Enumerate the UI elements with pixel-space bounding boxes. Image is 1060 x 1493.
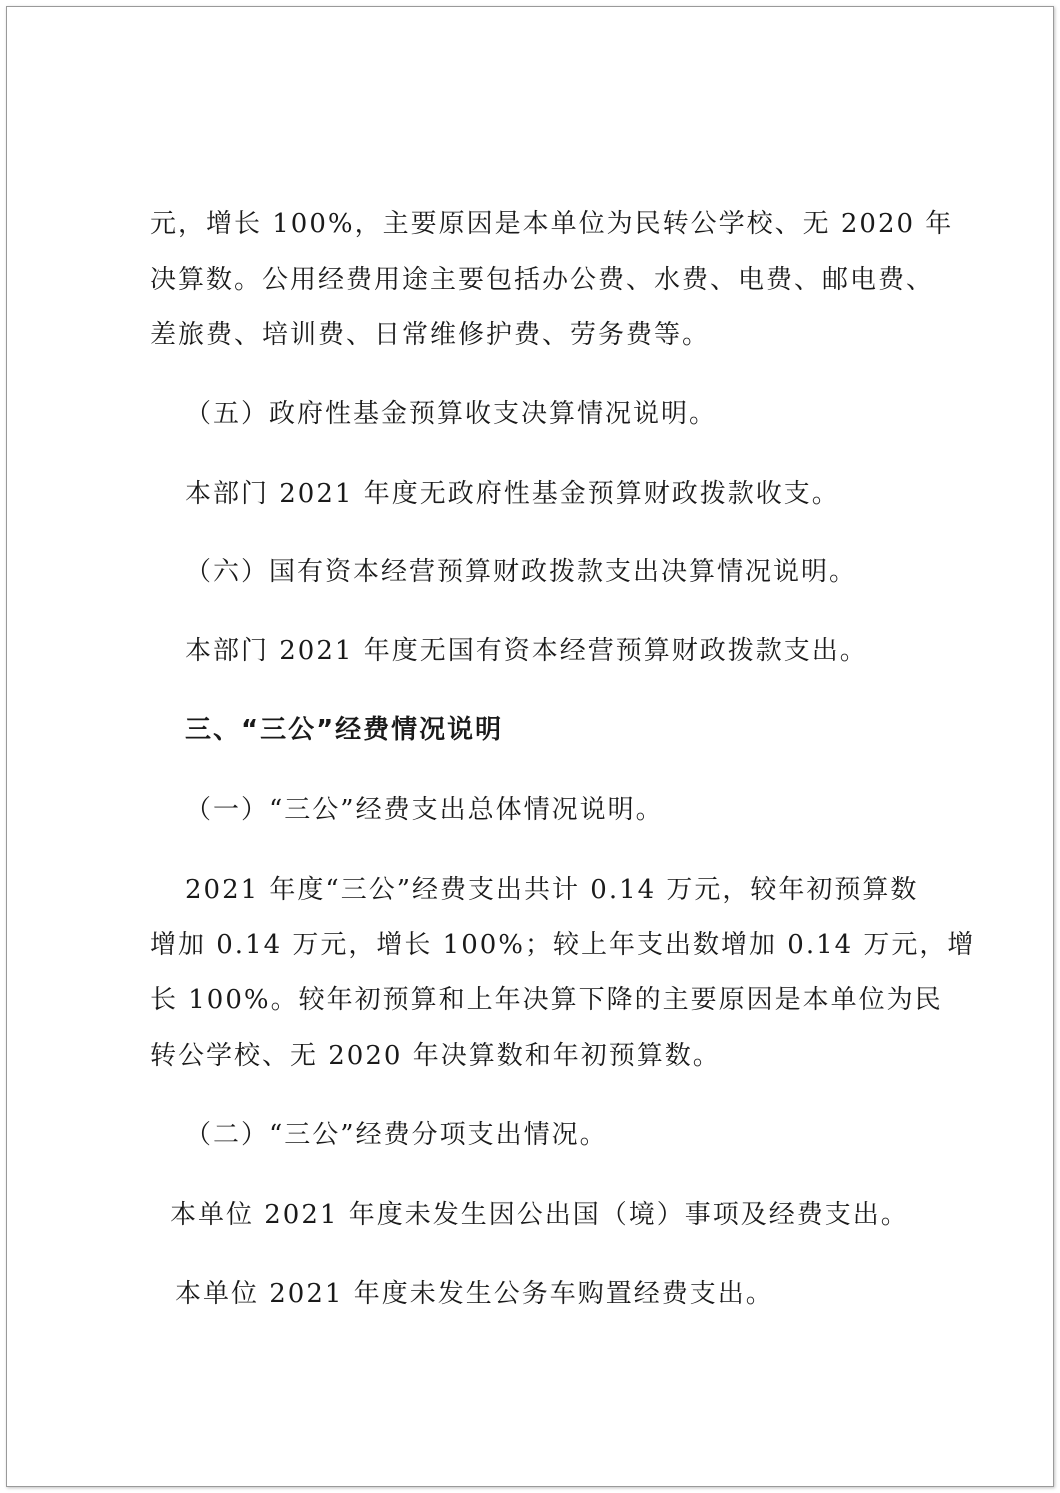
section-heading-1: （一）“三公”经费支出总体情况说明。 (185, 795, 664, 825)
document-page (6, 6, 1054, 1487)
paragraph-line: 本单位 2021 年度未发生因公出国（境）事项及经费支出。 (170, 1200, 909, 1230)
section-heading-2: （二）“三公”经费分项支出情况。 (185, 1120, 608, 1150)
paragraph-line: 本部门 2021 年度无政府性基金预算财政拨款收支。 (185, 479, 840, 509)
paragraph-line: 长 100%。较年初预算和上年决算下降的主要原因是本单位为民 (150, 985, 943, 1015)
section-heading-6: （六）国有资本经营预算财政拨款支出决算情况说明。 (185, 557, 858, 587)
paragraph-line: 差旅费、培训费、日常维修护费、劳务费等。 (150, 320, 711, 350)
paragraph-line: 增加 0.14 万元，增长 100%；较上年支出数增加 0.14 万元，增 (150, 930, 976, 960)
chapter-heading-3: 三、“三公”经费情况说明 (185, 715, 504, 745)
paragraph-line: 2021 年度“三公”经费支出共计 0.14 万元，较年初预算数 (185, 875, 919, 905)
section-heading-5: （五）政府性基金预算收支决算情况说明。 (185, 399, 718, 429)
paragraph-line: 本部门 2021 年度无国有资本经营预算财政拨款支出。 (185, 636, 868, 666)
paragraph-line: 元，增长 100%，主要原因是本单位为民转公学校、无 2020 年 (150, 209, 954, 239)
paragraph-line: 决算数。公用经费用途主要包括办公费、水费、电费、邮电费、 (150, 265, 935, 295)
paragraph-line: 转公学校、无 2020 年决算数和年初预算数。 (150, 1041, 721, 1071)
paragraph-line: 本单位 2021 年度未发生公务车购置经费支出。 (175, 1279, 774, 1309)
